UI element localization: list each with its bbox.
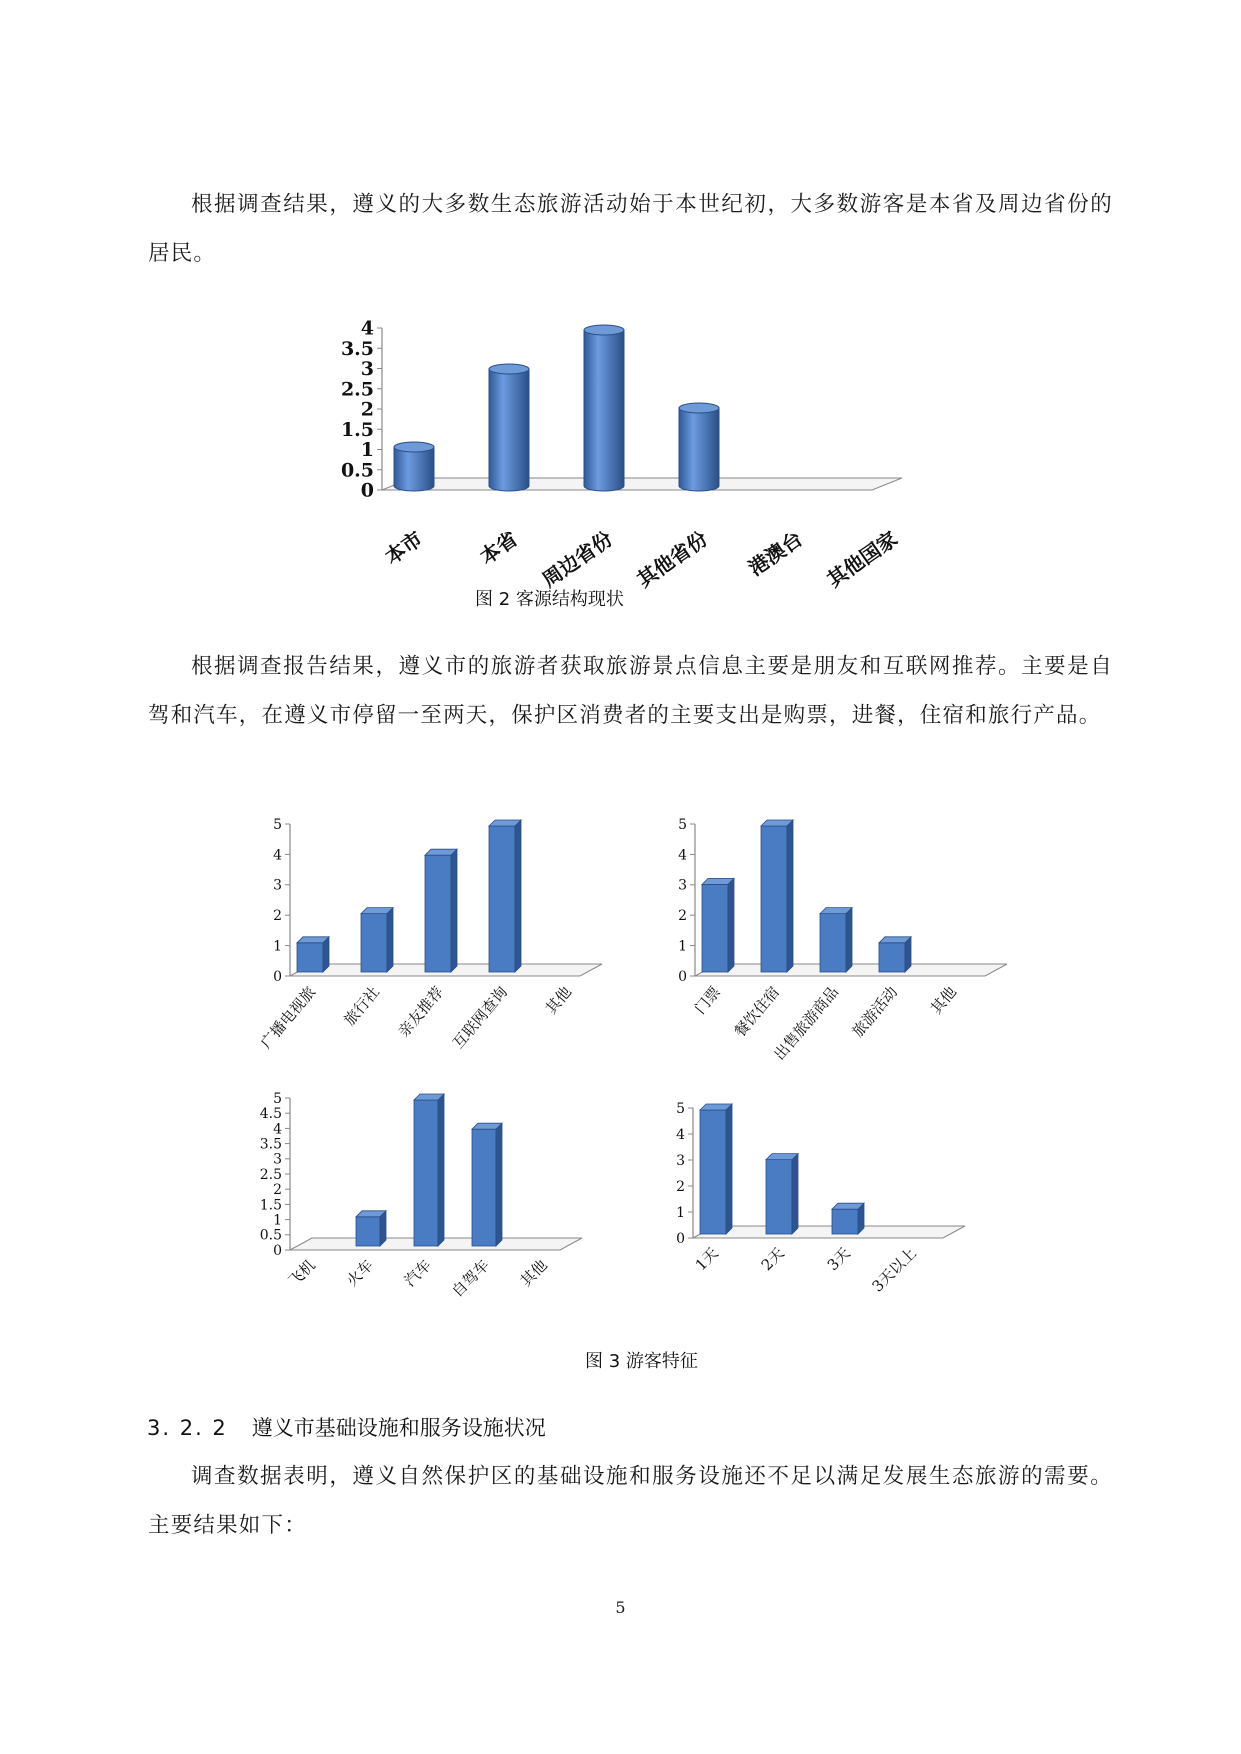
- category-label: 其他国家: [822, 526, 902, 592]
- chart-floor: [693, 1226, 965, 1238]
- y-tick-label: 5: [273, 1090, 282, 1107]
- paragraph-infrastructure: 调查数据表明，遵义自然保护区的基础设施和服务设施还不足以满足发展生态旅游的需要。主要结果如下：: [148, 1464, 1113, 1538]
- y-tick-label: 4: [360, 317, 374, 340]
- category-label: 门票: [690, 983, 725, 1018]
- y-tick-label: 2: [678, 908, 687, 925]
- category-label: 广播电视旅: [257, 983, 320, 1053]
- y-tick-label: 2.5: [259, 1166, 282, 1183]
- category-label: 2天: [757, 1244, 788, 1275]
- bar: [820, 908, 852, 972]
- y-tick-label: 0: [273, 1242, 282, 1259]
- y-tick-label: 2.5: [340, 378, 374, 401]
- bar: [766, 1154, 798, 1234]
- page-number: 5: [615, 1598, 626, 1617]
- chart-visitor-origin: [330, 305, 1010, 605]
- y-tick-label: 3.5: [259, 1136, 282, 1153]
- category-label: 旅游活动: [848, 983, 902, 1041]
- category-label: 本省: [475, 526, 522, 570]
- bar: [472, 1123, 502, 1246]
- y-tick-label: 1: [360, 439, 374, 462]
- y-tick-label: 3: [360, 358, 374, 381]
- category-label: 亲友推荐: [394, 983, 448, 1041]
- category-label: 互联网查询: [449, 983, 512, 1053]
- y-tick-label: 1: [273, 938, 282, 955]
- y-tick-label: 5: [273, 816, 282, 833]
- bar: [879, 937, 911, 972]
- category-label: 自驾车: [448, 1256, 493, 1301]
- bar: [489, 364, 529, 491]
- bar: [832, 1203, 864, 1234]
- category-label: 其他: [516, 1256, 551, 1291]
- y-tick-label: 2: [273, 1182, 282, 1199]
- y-tick-label: 1: [678, 938, 687, 955]
- bar: [700, 1104, 732, 1234]
- category-label: 周边省份: [537, 526, 617, 592]
- y-tick-label: 2: [360, 398, 374, 421]
- y-tick-label: 0.5: [259, 1227, 282, 1244]
- y-tick-label: 0.5: [340, 459, 374, 482]
- category-label: 餐饮住宿: [730, 983, 784, 1041]
- chart-transport: [255, 1088, 655, 1318]
- y-tick-label: 4: [676, 1126, 685, 1143]
- y-tick-label: 4: [678, 847, 687, 864]
- section-heading: [147, 1412, 546, 1442]
- paragraph-visitor-behavior: 根据调查报告结果，遵义市的旅游者获取旅游景点信息主要是朋友和互联网推荐。主要是自驾和汽车，在遵义市停留一至两天，保护区消费者的主要支出是购票，进餐，住宿和旅行产品。: [148, 654, 1113, 728]
- bar: [356, 1211, 386, 1246]
- category-label: 火车: [342, 1256, 377, 1291]
- bar: [361, 908, 393, 972]
- y-tick-label: 1.5: [259, 1197, 282, 1214]
- bar: [679, 403, 719, 491]
- bar: [489, 820, 521, 972]
- section-number: 3. 2. 2: [147, 1416, 228, 1440]
- y-tick-label: 0: [676, 1230, 685, 1247]
- y-tick-label: 3.5: [340, 337, 374, 360]
- category-label: 出售旅游商品: [770, 983, 843, 1064]
- category-label: 其他: [926, 983, 961, 1018]
- y-tick-label: 0: [678, 968, 687, 985]
- y-tick-label: 5: [678, 816, 687, 833]
- figure-3-caption: 图 3 游客特征: [585, 1351, 698, 1372]
- category-label: 汽车: [400, 1256, 435, 1291]
- chart-stay-length: [665, 1100, 1045, 1320]
- section-title: 遵义市基础设施和服务设施状况: [251, 1416, 546, 1440]
- category-label: 1天: [691, 1244, 722, 1275]
- y-tick-label: 3: [676, 1152, 685, 1169]
- bar: [425, 849, 457, 972]
- paragraph-intro: 根据调查结果，遵义的大多数生态旅游活动始于本世纪初，大多数游客是本省及周边省份的居民。: [148, 192, 1113, 266]
- y-tick-label: 4.5: [259, 1106, 282, 1123]
- category-label: 3天以上: [868, 1244, 920, 1296]
- y-tick-label: 4: [273, 1121, 282, 1138]
- bar: [297, 937, 329, 972]
- y-tick-label: 1: [273, 1212, 282, 1229]
- chart-info-source: [255, 808, 655, 1068]
- y-tick-label: 0: [360, 479, 374, 502]
- y-tick-label: 3: [273, 877, 282, 894]
- bar: [394, 442, 434, 491]
- category-label: 飞机: [284, 1256, 319, 1291]
- bar: [761, 820, 793, 972]
- figure-2-caption: 图 2 客源结构现状: [475, 589, 624, 610]
- bar: [702, 878, 734, 972]
- chart-spending: [665, 808, 1045, 1068]
- category-label: 本市: [380, 526, 427, 570]
- y-tick-label: 1.5: [340, 418, 374, 441]
- category-label: 其他省份: [632, 526, 712, 592]
- y-tick-label: 1: [676, 1204, 685, 1221]
- y-tick-label: 3: [678, 877, 687, 894]
- category-label: 其他: [541, 983, 576, 1018]
- y-tick-label: 2: [273, 908, 282, 925]
- chart-floor: [382, 478, 902, 490]
- y-tick-label: 4: [273, 847, 282, 864]
- y-tick-label: 2: [676, 1178, 685, 1195]
- y-tick-label: 5: [676, 1100, 685, 1117]
- y-tick-label: 3: [273, 1151, 282, 1168]
- bar: [414, 1094, 444, 1246]
- category-label: 3天: [823, 1244, 854, 1275]
- bar: [584, 325, 624, 491]
- category-label: 旅行社: [340, 983, 384, 1030]
- y-tick-label: 0: [273, 968, 282, 985]
- category-label: 港澳台: [743, 526, 807, 581]
